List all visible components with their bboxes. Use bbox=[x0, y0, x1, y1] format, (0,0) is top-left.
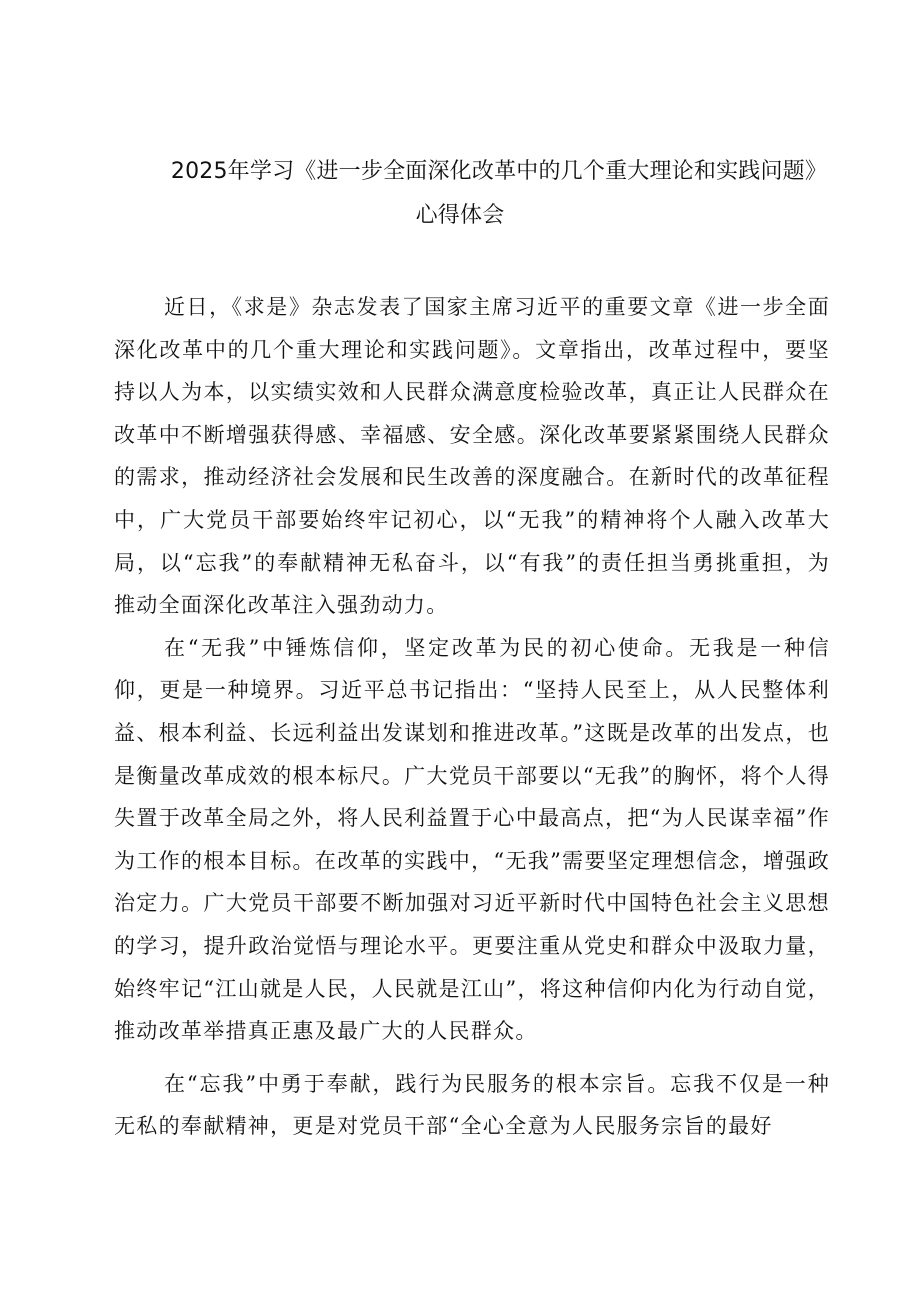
title-line-2: 心得体会 bbox=[415, 203, 505, 228]
paragraph-intro: 近日，《求是》杂志发表了国家主席习近平的重要文章《进一步全面深化改革中的几个重大理论和实践问题》。文章指出，改革过程中，要坚持以人为本，以实绩实效和人民群众满意度检验改革，真正让人民群众在改革中不断增强获得感、幸福感、安全感。深化改革要紧紧围绕人民群众的需求，推动经济社会发展和民生改善的深度融合。在新时代的改革征程中，广大党员干部要始终牢记初心，以“无我”的精神将个人融入改革大局，以“忘我”的奉献精神无私奋斗，以“有我”的责任担当勇挑重担，为推动全面深化改革注入强劲动力。 bbox=[114, 295, 830, 618]
paragraph-wuwo: 在“无我”中锤炼信仰，坚定改革为民的初心使命。无我是一种信仰，更是一种境界。习近平总书记指出：“坚持人民至上，从人民整体利益、根本利益、长远利益出发谋划和推进改革。”这既是改革的出发点，也是衡量改革成效的根本标尺。广大党员干部要以“无我”的胸怀，将个人得失置于改革全局之外，将人民利益置于心中最高点，把“为人民谋幸福”作为工作的根本目标。在改革的实践中，“无我”需要坚定理想信念，增强政治定力。广大党员干部要不断加强对习近平新时代中国特色社会主义思想的学习，提升政治觉悟与理论水平。更要注重从党史和群众中汲取力量，始终牢记“江山就是人民，人民就是江山”，将这种信仰内化为行动自觉，推动改革举措真正惠及最广大的人民群众。 bbox=[114, 635, 830, 1044]
document-title bbox=[60, 150, 860, 238]
paragraph-wangwo: 在“忘我”中勇于奉献，践行为民服务的根本宗旨。忘我不仅是一种无私的奉献精神，更是对党员干部“全心全意为人民服务宗旨的最好 bbox=[114, 1071, 830, 1139]
document-body bbox=[114, 286, 830, 1148]
title-line-1: 2025年学习《进一步全面深化改革中的几个重大理论和实践问题》 bbox=[170, 159, 828, 184]
